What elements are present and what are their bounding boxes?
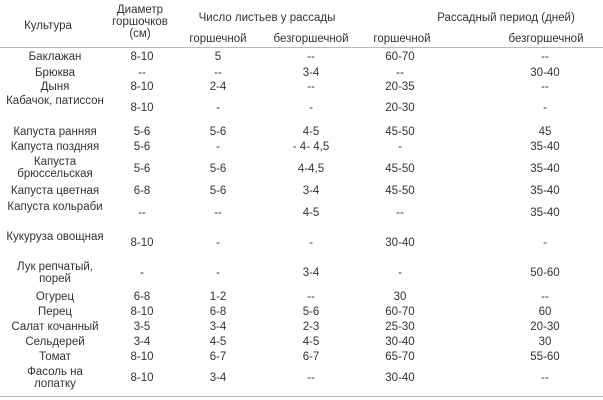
header-leaves-potted: горшечной <box>189 33 247 45</box>
period-potless: 35-40 <box>530 207 560 219</box>
leaves-potted: 2-4 <box>209 81 227 93</box>
crop-name: Капуста ранняя <box>13 126 97 138</box>
pot-diameter: -- <box>138 67 146 79</box>
crop-name: Капуста брюссельская <box>17 156 93 180</box>
period-potless: 35-40 <box>530 141 560 153</box>
leaves-potted: -- <box>214 207 222 219</box>
period-potted: 20-30 <box>385 102 415 114</box>
crop-name: Фасоль на лопатку <box>27 366 83 390</box>
period-potted: 45-50 <box>385 126 415 138</box>
leaves-potless: 4-5 <box>302 336 320 348</box>
leaves-potless: 4-5 <box>302 207 320 219</box>
period-potted: 30-40 <box>385 372 415 384</box>
crop-name: Салат кочанный <box>11 321 99 333</box>
pot-diameter: 8-10 <box>130 81 154 93</box>
leaves-potless: - 4- 4,5 <box>292 141 330 153</box>
leaves-potted: 5-6 <box>209 163 227 175</box>
leaves-potted: - <box>216 141 220 153</box>
leaves-potless: -- <box>307 51 315 63</box>
pot-diameter: 5-6 <box>133 163 151 175</box>
leaves-potless: 5-6 <box>302 306 320 318</box>
period-potless: - <box>543 237 547 249</box>
header-period-potless: безгоршечной <box>508 33 584 45</box>
period-potted: 30-40 <box>385 336 415 348</box>
period-potless: 30 <box>538 336 552 348</box>
period-potted: - <box>398 141 402 153</box>
crop-name: Сельдерей <box>25 336 85 348</box>
period-potless: -- <box>541 51 549 63</box>
period-potless: 30-40 <box>530 67 560 79</box>
pot-diameter: 8-10 <box>130 237 154 249</box>
leaves-potless: 3-4 <box>302 185 320 197</box>
leaves-potless: -- <box>307 81 315 93</box>
crop-name: Кабачок, патиссон <box>6 95 104 107</box>
leaves-potted: 1-2 <box>209 291 227 303</box>
leaves-potless: 3-4 <box>302 267 320 279</box>
leaves-potted: 3-4 <box>209 372 227 384</box>
period-potted: 20-35 <box>385 81 415 93</box>
crop-name: Лук репчатый, порей <box>17 261 93 285</box>
header-leaves-potless: безгоршечной <box>273 33 349 45</box>
pot-diameter: 5-6 <box>133 126 151 138</box>
pot-diameter: 8-10 <box>130 351 154 363</box>
table-bottom-border <box>0 396 603 397</box>
period-potless: 55-60 <box>530 351 560 363</box>
period-potted: 60-70 <box>385 306 415 318</box>
period-potless: - <box>543 102 547 114</box>
period-potted: 25-30 <box>385 321 415 333</box>
period-potless: -- <box>541 372 549 384</box>
period-potted: - <box>398 267 402 279</box>
leaves-potless: 6-7 <box>302 351 320 363</box>
pot-diameter: 3-5 <box>133 321 151 333</box>
header-crop: Культура <box>24 20 72 32</box>
pot-diameter: 5-6 <box>133 141 151 153</box>
period-potless: -- <box>541 291 549 303</box>
period-potless: 20-30 <box>530 321 560 333</box>
leaves-potted: 5 <box>214 51 222 63</box>
period-potless: 45 <box>538 126 552 138</box>
pot-diameter: 8-10 <box>130 372 154 384</box>
leaves-potted: - <box>216 237 220 249</box>
crop-name: Капуста поздняя <box>10 141 100 153</box>
header-period-group: Рассадный период (дней) <box>437 12 575 24</box>
leaves-potted: 6-7 <box>209 351 227 363</box>
leaves-potted: - <box>216 102 220 114</box>
period-potless: 50-60 <box>530 267 560 279</box>
leaves-potted: 5-6 <box>209 185 227 197</box>
period-potless: 35-40 <box>530 185 560 197</box>
period-potted: 45-50 <box>385 185 415 197</box>
crop-name: Томат <box>39 351 71 363</box>
crop-name: Брюква <box>35 67 75 79</box>
header-diameter: Диаметр горшочков (см) <box>112 4 168 40</box>
period-potted: 65-70 <box>385 351 415 363</box>
period-potted: 30-40 <box>385 237 415 249</box>
pot-diameter: - <box>140 267 144 279</box>
period-potted: -- <box>396 67 404 79</box>
leaves-potted: 5-6 <box>209 126 227 138</box>
leaves-potted: 3-4 <box>209 321 227 333</box>
leaves-potless: -- <box>307 291 315 303</box>
crop-name: Капуста кольраби <box>7 201 103 213</box>
period-potted: 45-50 <box>385 163 415 175</box>
pot-diameter: 3-4 <box>133 336 151 348</box>
pot-diameter: 6-8 <box>133 291 151 303</box>
leaves-potted: 6-8 <box>209 306 227 318</box>
leaves-potless: 4-5 <box>302 126 320 138</box>
crop-name: Перец <box>37 306 73 318</box>
period-potted: 60-70 <box>385 51 415 63</box>
leaves-potless: - <box>309 102 313 114</box>
crop-name: Кукуруза овощная <box>6 231 104 243</box>
pot-diameter: 8-10 <box>130 306 154 318</box>
period-potless: 60 <box>538 306 552 318</box>
crop-name: Дыня <box>40 81 70 93</box>
crop-name: Баклажан <box>28 51 82 63</box>
leaves-potless: 4-4,5 <box>297 163 325 175</box>
pot-diameter: 6-8 <box>133 185 151 197</box>
pot-diameter: 8-10 <box>130 51 154 63</box>
leaves-potless: - <box>309 237 313 249</box>
crop-name: Огурец <box>35 291 75 303</box>
leaves-potless: -- <box>307 372 315 384</box>
header-period-potted: горшечной <box>373 33 431 45</box>
leaves-potted: - <box>216 267 220 279</box>
header-divider <box>0 47 603 48</box>
pot-diameter: 8-10 <box>130 102 154 114</box>
period-potted: -- <box>396 207 404 219</box>
header-leaves-group: Число листьев у рассады <box>198 12 336 24</box>
pot-diameter: -- <box>138 207 146 219</box>
leaves-potless: 2-3 <box>302 321 320 333</box>
leaves-potted: -- <box>214 67 222 79</box>
period-potless: -- <box>541 81 549 93</box>
period-potless: 35-40 <box>530 163 560 175</box>
leaves-potless: 3-4 <box>302 67 320 79</box>
period-potted: 30 <box>393 291 407 303</box>
leaves-potted: 4-5 <box>209 336 227 348</box>
crop-name: Капуста цветная <box>10 185 100 197</box>
